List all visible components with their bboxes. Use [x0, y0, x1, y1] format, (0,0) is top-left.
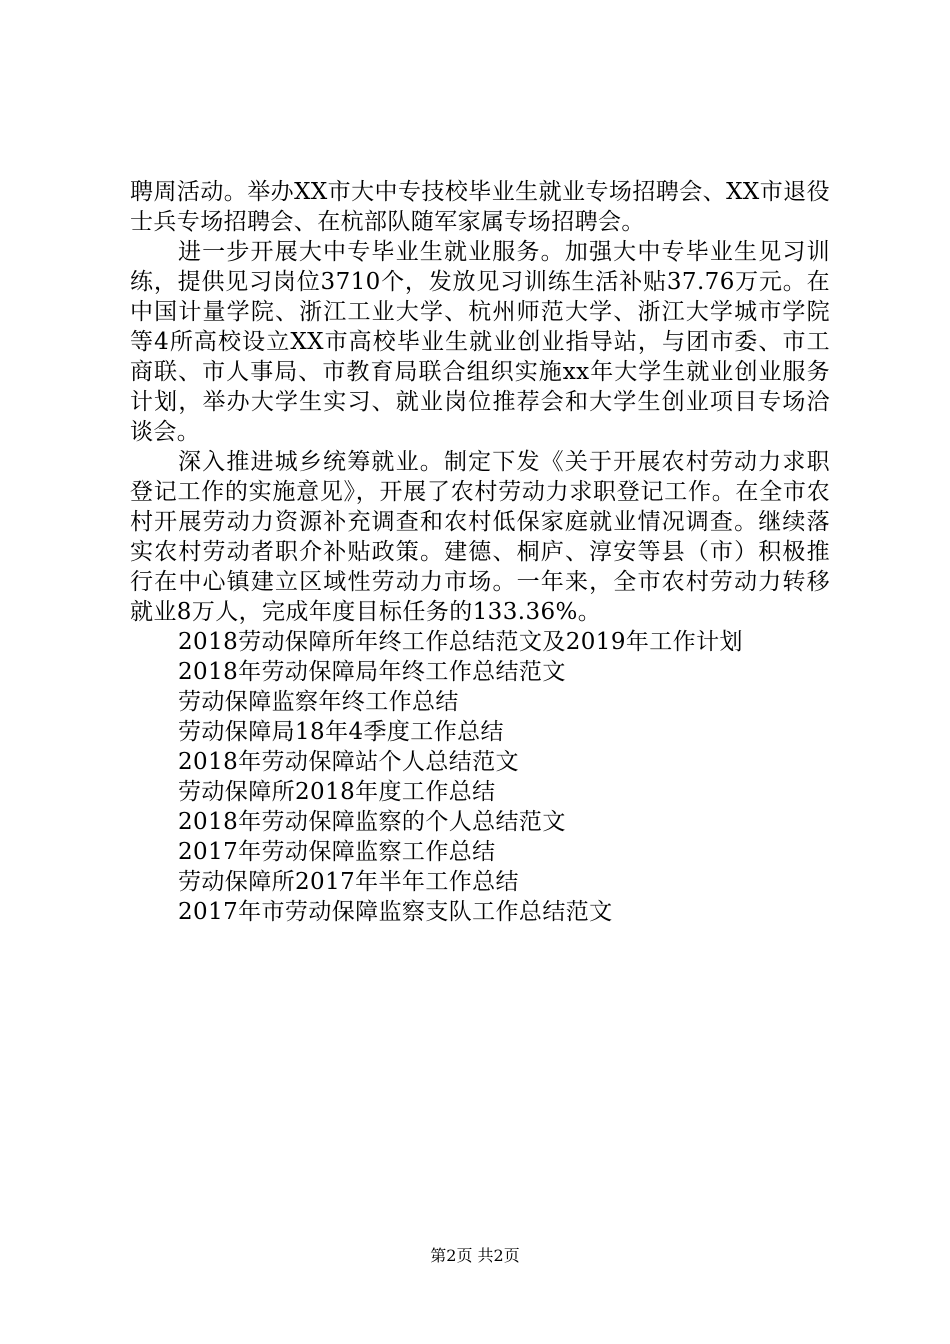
- related-article-link[interactable]: 劳动保障所2017年半年工作总结: [178, 869, 519, 895]
- paragraph-urban-rural-employment: 深入推进城乡统筹就业。制定下发《关于开展农村劳动力求职登记工作的实施意见》，开展了农村劳动力求职登记工作。在全市农村开展劳动力资源补充调查和农村低保家庭就业情况调查。继续落实农村劳动者职介补贴政策。建德、桐庐、淳安等县（市）积极推行在中心镇建立区域性劳动力市场。一年来，全市农村劳动力转移就业8万人，完成年度目标任务的133.36%。: [130, 449, 830, 625]
- related-article-link[interactable]: 2017年市劳动保障监察支队工作总结范文: [178, 899, 613, 925]
- page-footer: 第2页 共2页: [430, 1246, 520, 1265]
- related-article-link[interactable]: 2018年劳动保障局年终工作总结范文: [178, 659, 566, 685]
- paragraph-continuation: 聘周活动。举办XX市大中专技校毕业生就业专场招聘会、XX市退役士兵专场招聘会、在杭部队随军家属专场招聘会。: [130, 179, 830, 235]
- related-article-link[interactable]: 劳动保障监察年终工作总结: [178, 689, 459, 715]
- paragraph-graduate-employment: 进一步开展大中专毕业生就业服务。加强大中专毕业生见习训练，提供见习岗位3710个，发放见习训练生活补贴37.76万元。在中国计量学院、浙江工业大学、杭州师范大学、浙江大学城市学院等4所高校设立XX市高校毕业生就业创业指导站，与团市委、市工商联、市人事局、市教育局联合组织实施xx年大学生就业创业服务计划，举办大学生实习、就业岗位推荐会和大学生创业项目专场洽谈会。: [130, 239, 830, 445]
- related-article-link[interactable]: 2018年劳动保障站个人总结范文: [178, 749, 519, 775]
- related-article-link[interactable]: 劳动保障所2018年度工作总结: [178, 779, 496, 805]
- related-article-link[interactable]: 2018年劳动保障监察的个人总结范文: [178, 809, 566, 835]
- document-body: [130, 177, 830, 927]
- related-article-link[interactable]: 2017年劳动保障监察工作总结: [178, 839, 496, 865]
- related-articles-list: [130, 627, 830, 927]
- related-article-link[interactable]: 劳动保障局18年4季度工作总结: [178, 719, 504, 745]
- related-article-link[interactable]: 2018劳动保障所年终工作总结范文及2019年工作计划: [178, 629, 743, 655]
